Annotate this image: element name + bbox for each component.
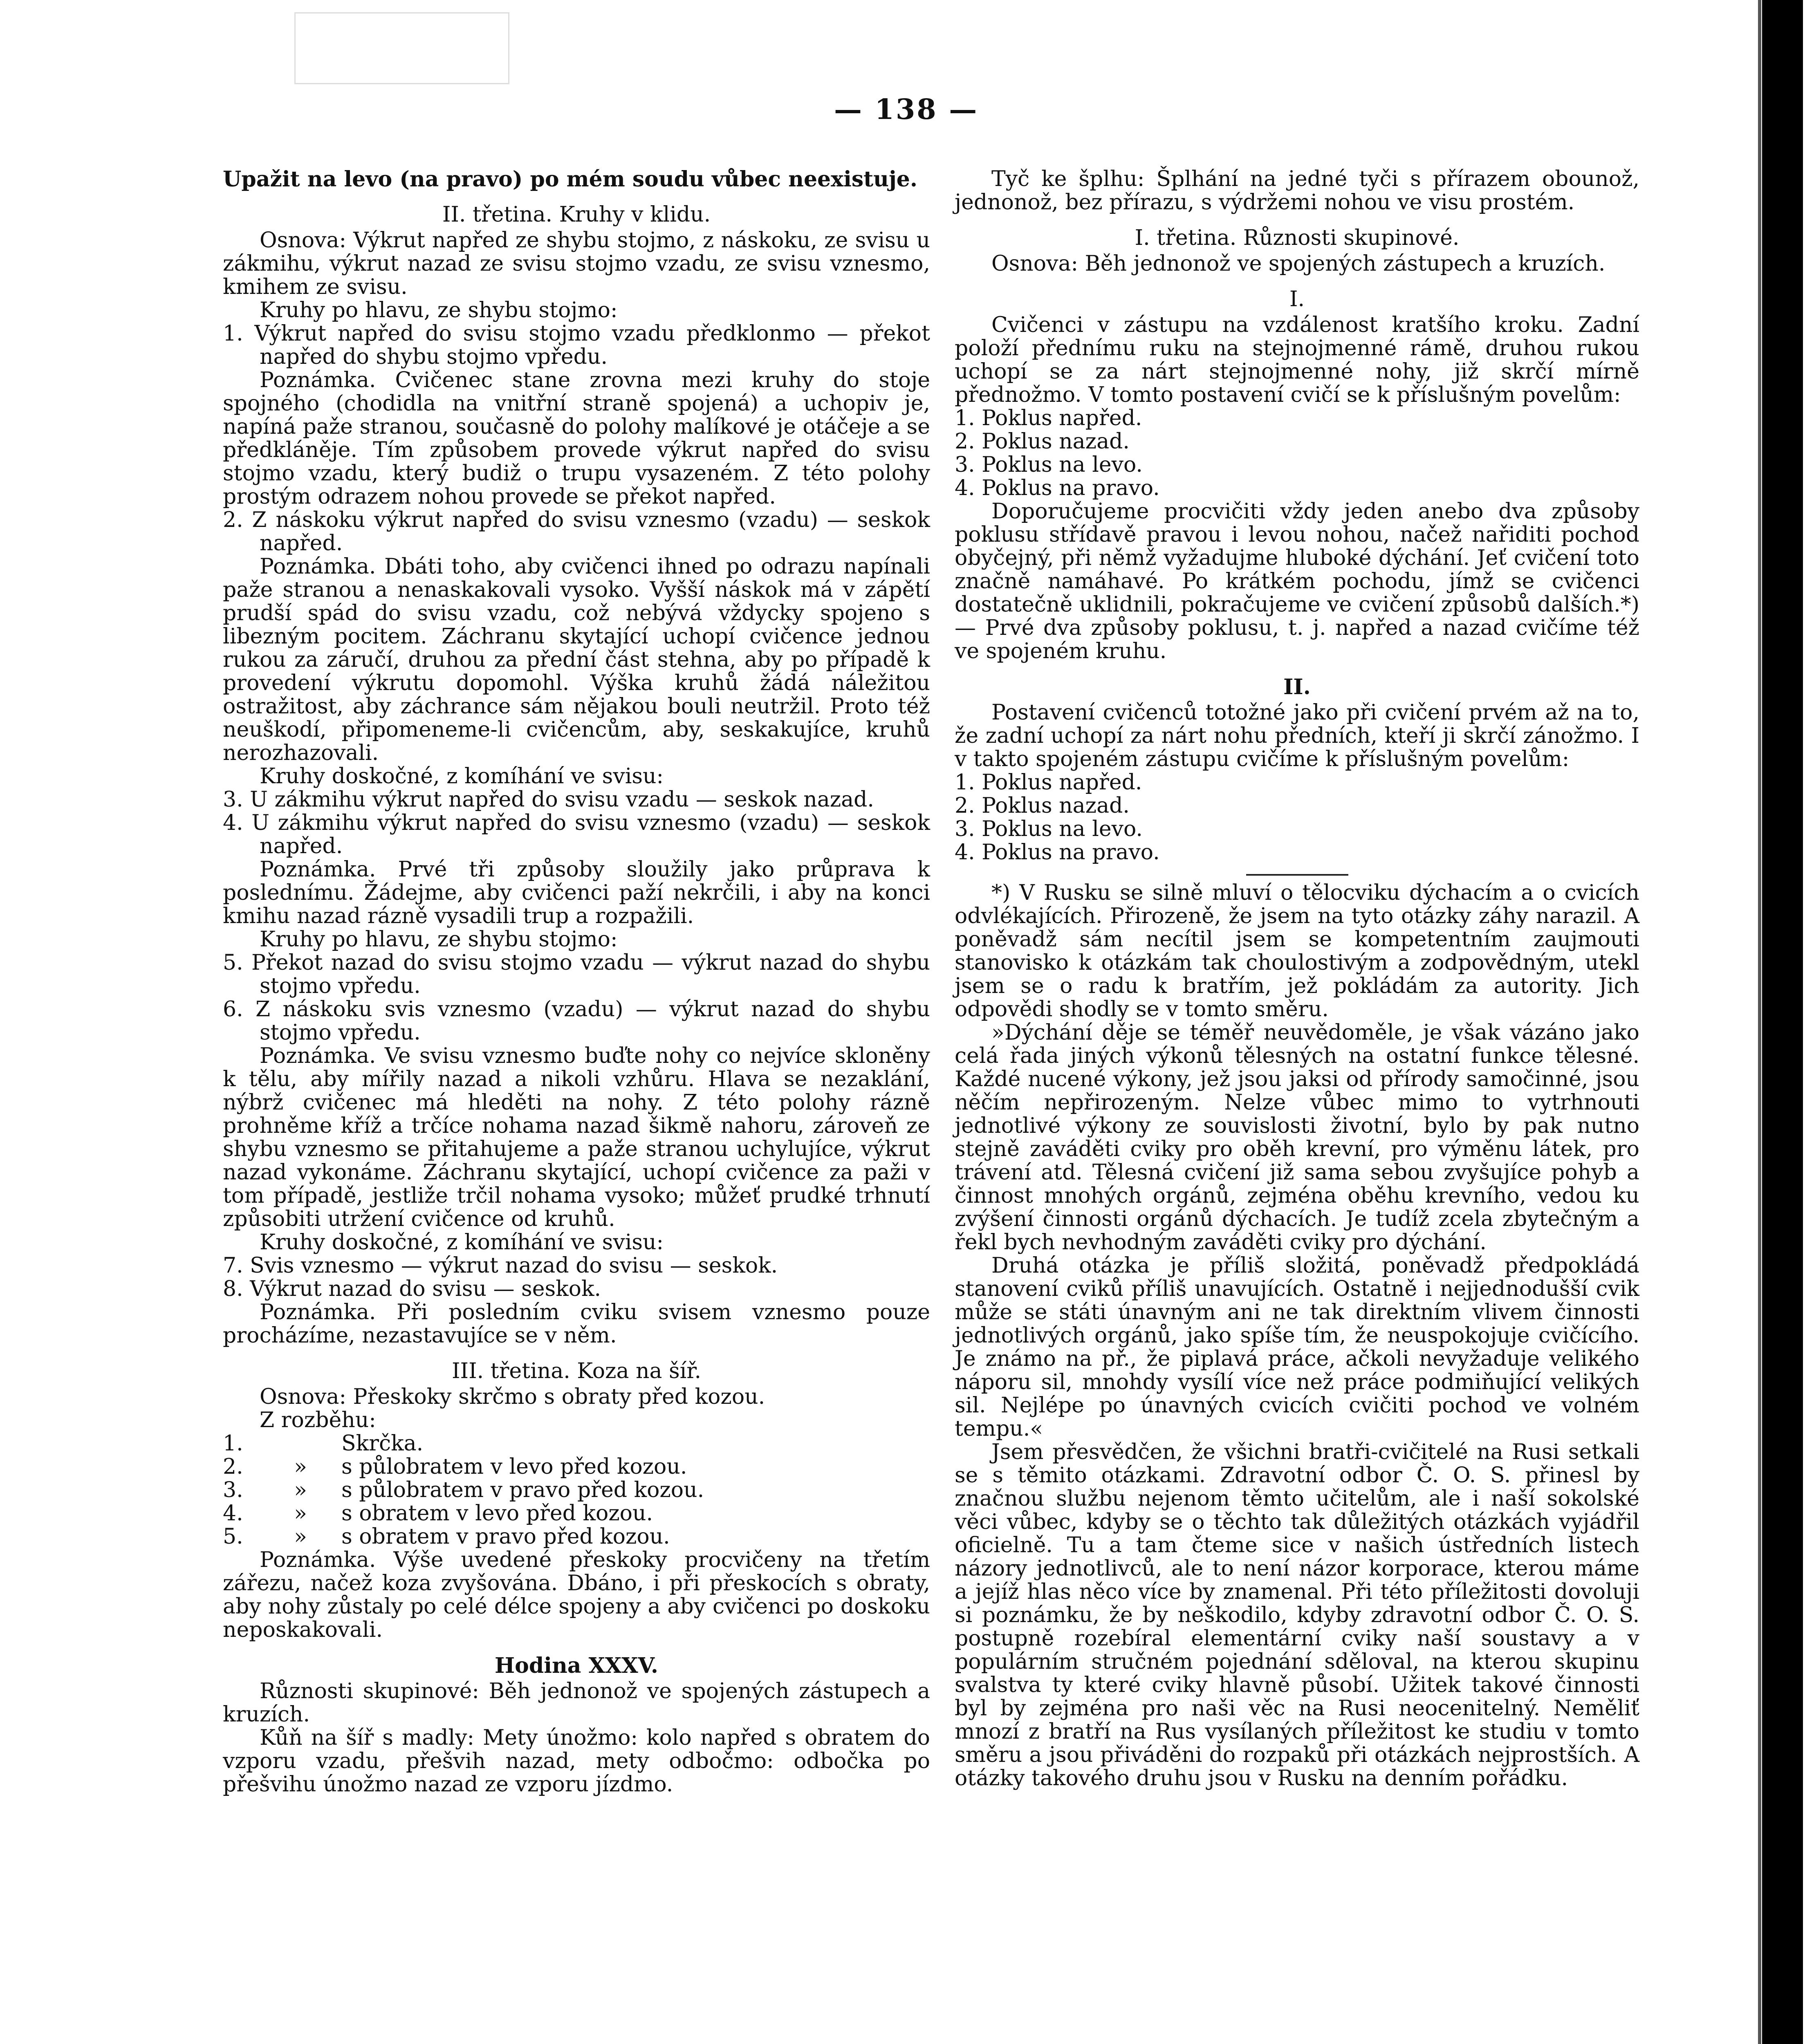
list-item: 4. » s obratem v levo před kozou. [223, 1501, 653, 1526]
note-paragraph: Poznámka. Cvičenec stane zrovna mezi kruhy do stoje spojného (chodidla na vnitřní straně spojená) a uchopiv je, napíná paže stranou, současně do polohy malíkové je otáčeje a se předkláněje. Tím způsobem provede výkrut napřed do svisu stojmo vzadu, který budiž o trupu vysazeném. Z této polohy prostým odrazem nohou provede se překot napřed. [223, 368, 930, 509]
paragraph: Kruhy po hlavu, ze shybu stojmo: [260, 927, 618, 952]
paragraph: Doporučujeme procvičiti vždy jeden anebo dva způsoby poklusu střídavě pravou i levou nohou, načež nařiditi pochod obyčejný, při němž vyžadujme hluboké dýchání. Jeť cvičení toto značně namáhavé. Po krátkém pochodu, jímž se cvičenci dostatečně uklidnili, pokračujeme ve cvičení způsobů dalších.*) — Prvé dva způsoby poklusu, t. j. napřed a nazad cvičíme též ve spojeném kruhu. [955, 499, 1639, 663]
note-paragraph: Poznámka. Ve svisu vznesmo buďte nohy co nejvíce skloněny k tělu, aby mířily nazad a nikoli vzhůru. Hlava se nezaklání, nýbrž cvičenec má hleděti na nohy. Z této polohy rázně prohněme kříž a trčíce nohama nazad šikmě nahoru, zároveň ze shybu vznesmo se přitahujeme a paže stranou uchylujíce, výkrut nazad vykonáme. Záchranu skytající, uchopí cvičence za paži v tom případě, jestliže trčil nohama vysoko; můžeť prudké trhnutí způsobiti utržení cvičence od kruhů. [223, 1044, 930, 1231]
paragraph: Cvičenci v zástupu na vzdálenost kratšího kroku. Zadní položí přednímu ruku na stejnojmenné rámě, druhou rukou uchopí se za nárt stejnojmenné nohy, již skrčí mírně přednožmo. V tomto postavení cvičí se k příslušným povelům: [955, 313, 1639, 407]
list-item: 2. Poklus nazad. [955, 793, 1130, 818]
list-item: 1. Skrčka. [223, 1431, 424, 1456]
vault-list [223, 1432, 930, 1549]
lesson-heading: Hodina XXXV. [495, 1653, 658, 1678]
footnote-paragraph: *) V Rusku se silně mluví o tělocviku dýchacím a o cvicích odvlékajících. Přirozeně, že jsem na tyto otázky záhy narazil. A poněvadž sám necítil jsem se kompetentním zaujmouti stanovisko k otázkám tak choulostivým a zodpovědným, utekl jsem se o radu k bratřím, jež pokládám za autority. Jich odpovědi shodly se v tomto směru. [955, 881, 1639, 1022]
section-heading: II. třetina. Kruhy v klidu. [442, 202, 711, 227]
exercise-item: 3. U zákmihu výkrut napřed do svisu vzadu — seskok nazad. [223, 787, 874, 812]
exercise-item: 8. Výkrut nazad do svisu — seskok. [223, 1277, 601, 1301]
list-item: 3. » s půlobratem v pravo před kozou. [223, 1478, 704, 1502]
paragraph: Osnova: Přeskoky skrčmo s obraty před kozou. [260, 1385, 765, 1409]
right-column [955, 168, 1639, 1790]
faded-stamp [294, 12, 509, 84]
exercise-item: 2. Z náskoku výkrut napřed do svisu vznesmo (vzadu) — seskok napřed. [223, 508, 930, 556]
footnote-paragraph: »Dýchání děje se téměř neuvědoměle, je však vázáno jako celá řada jiných výkonů tělesných na ostatní funkce tělesné. Každé nucené výkony, jež jsou jaksi od přírody samočinné, jsou něčím nepřirozeným. Nelze vůbec mimo to vytrhnouti jednotlivé výkony ze souvislosti životní, bylo by pak nutno stejně zaváděti cviky pro oběh krevní, pro výměnu látek, pro trávení atd. Tělesná cvičení již sama sebou zvyšujíce pohyb a činnost mnohých orgánů, zejména oběhu krevního, vedou ku zvýšení činnosti orgánů dýchacích. Je tudíž zcela zbytečným a řekl bych nevhodným zaváděti cviky pro dýchání. [955, 1020, 1639, 1255]
left-column [223, 168, 930, 1796]
exercise-item: 7. Svis vznesmo — výkrut nazad do svisu — seskok. [223, 1253, 778, 1278]
list-item: 4. Poklus na pravo. [955, 840, 1160, 865]
paragraph: Kruhy po hlavu, ze shybu stojmo: [260, 298, 618, 323]
list-item: 2. Poklus nazad. [955, 429, 1130, 454]
exercise-item: 4. U zákmihu výkrut napřed do svisu vznesmo (vzadu) — seskok napřed. [223, 811, 930, 858]
note-paragraph: Poznámka. Dbáti toho, aby cvičenci ihned po odrazu napínali paže stranou a nenaskakovali vysoko. Vyšší náskok má v zápětí prudší spád do svisu vzadu, což nebývá vždycky spojeno s libezným pocitem. Záchranu skytající uchopí cvičence jednou rukou za záručí, druhou za přední část stehna, aby po případě k provedení výkrutu dopomohl. Výška kruhů žádá náležitou ostražitost, aby záchrance sám nějakou bouli neutržil. Proto též neuškodí, připomeneme-li cvičencům, aby, seskakujíce, kruhů nerozhazovali. [223, 554, 930, 765]
exercise-item: 1. Výkrut napřed do svisu stojmo vzadu předklonmo — překot napřed do shybu stojmo vpředu. [223, 321, 930, 369]
paragraph: Osnova: Výkrut napřed ze shybu stojmo, z náskoku, ze svisu u zákmihu, výkrut nazad ze svisu stojmo vzadu, ze svisu vznesmo, kmihem ze svisu. [223, 228, 930, 299]
page-number: — 138 — [834, 93, 979, 126]
section-heading: III. třetina. Koza na šíř. [452, 1359, 701, 1383]
list-item: 5. » s obratem v pravo před kozou. [223, 1524, 670, 1549]
note-paragraph: Poznámka. Prvé tři způsoby sloužily jako průprava k poslednímu. Žádejme, aby cvičenci paží nekrčili, i aby na konci kmihu nazad rázně vysadili trup a rozpažili. [223, 857, 930, 928]
list-item: 2. » s půlobratem v levo před kozou. [223, 1455, 687, 1479]
paragraph: Upažit na levo (na pravo) po mém soudu vůbec neexistuje. [223, 167, 917, 192]
note-paragraph: Poznámka. Výše uvedené přeskoky procvičeny na třetím zářezu, načež koza zvyšována. Dbáno, i při přeskocích s obraty, aby nohy zůstaly po celé délce spojeny a aby cvičenci po doskoku neposkakovali. [223, 1548, 930, 1642]
paragraph: Tyč ke šplhu: Šplhání na jedné tyči s přírazem obounož, jednonož, bez přírazu, s výdržemi nohou ve visu prostém. [955, 167, 1639, 215]
paragraph: Z rozběhu: [260, 1408, 376, 1432]
list-item: 3. Poklus na levo. [955, 817, 1143, 841]
paragraph: Kůň na šíř s madly: Mety únožmo: kolo napřed s obratem do vzporu vzadu, přešvih nazad, mety odbočmo: odbočka po přešvihu únožmo nazad ze vzporu jízdmo. [223, 1726, 930, 1797]
footnote-separator [1246, 874, 1348, 876]
paragraph: Osnova: Běh jednonož ve spojených zástupech a kruzích. [991, 251, 1605, 276]
paragraph: Kruhy doskočné, z komíhání ve svisu: [260, 1230, 664, 1255]
list-item: 4. Poklus na pravo. [955, 476, 1160, 500]
paragraph: Různosti skupinové: Běh jednonož ve spojených zástupech a kruzích. [223, 1679, 930, 1727]
subsection-heading: I. [1289, 287, 1305, 312]
exercise-item: 5. Překot nazad do svisu stojmo vzadu — výkrut nazad do shybu stojmo vpředu. [223, 950, 930, 998]
footnote-paragraph: Druhá otázka je příliš složitá, poněvadž předpokládá stanovení cviků příliš unavujících. Ostatně i nejjednodušší cvik může se státi únavným ani ne tak direktním vlivem činnosti jednotlivých orgánů, jako spíše tím, že neuspokojuje cvičícího. Je známo na př., že piplavá práce, ačkoli nevyžaduje velikého náporu sil, mnohdy vysílí více než práce podmiňující velikých sil. Nejlépe po únavných cvicích cvičiti pochod ve volném tempu.« [955, 1253, 1639, 1441]
subsection-heading: II. [1283, 675, 1311, 699]
list-item: 1. Poklus napřed. [955, 406, 1142, 430]
paragraph: Postavení cvičenců totožné jako při cvičení prvém až na to, že zadní uchopí za nárt nohu předních, kteří ji skrčí zánožmo. I v takto spojeném zástupu cvičíme k příslušným povelům: [955, 700, 1639, 771]
note-paragraph: Poznámka. Při posledním cviku svisem vznesmo pouze procházíme, nezastavujíce se v něm. [223, 1300, 930, 1348]
paragraph: Kruhy doskočné, z komíhání ve svisu: [260, 764, 664, 789]
scan-edge-shadow [1758, 0, 1761, 2044]
scan-edge-border [1762, 0, 1803, 2044]
section-heading: I. třetina. Různosti skupinové. [1135, 226, 1460, 250]
exercise-item: 6. Z náskoku svis vznesmo (vzadu) — výkrut nazad do shybu stojmo vpředu. [223, 997, 930, 1045]
list-item: 3. Poklus na levo. [955, 453, 1143, 477]
footnote-paragraph: Jsem přesvědčen, že všichni bratři-cvičitelé na Rusi setkali se s těmito otázkami. Zdravotní odbor Č. O. S. přinesl by značnou službu nejenom těmto učitelům, ale i naší sokolské věci vůbec, kdyby se o těchto tak důležitých otázkách vyjádřil oficielně. Tu a tam čteme sice v našich ústředních listech názory jednotlivců, ale to není názor korporace, kterou máme a jejíž hlas něco více by znamenal. Při této příležitosti dovoluji si poznámku, že by neškodilo, kdyby zdravotní odbor Č. O. S. postupně rozebíral elementární cviky naší soustavy a v populárním stručném pojednání sděloval, na kterou skupinu svalstva ty které cviky hlavně působí. Užitek takové činnosti byl by zejména pro naši věc na Rusi neocenitelný. Neměliť mnozí z bratří na Rus vysílaných příležitost ke studiu v tomto směru a jsou přiváděni do rozpaků při otázkách nejprostších. A otázky takového druhu jsou v Rusku na denním pořádku. [955, 1440, 1639, 1791]
list-item: 1. Poklus napřed. [955, 770, 1142, 795]
